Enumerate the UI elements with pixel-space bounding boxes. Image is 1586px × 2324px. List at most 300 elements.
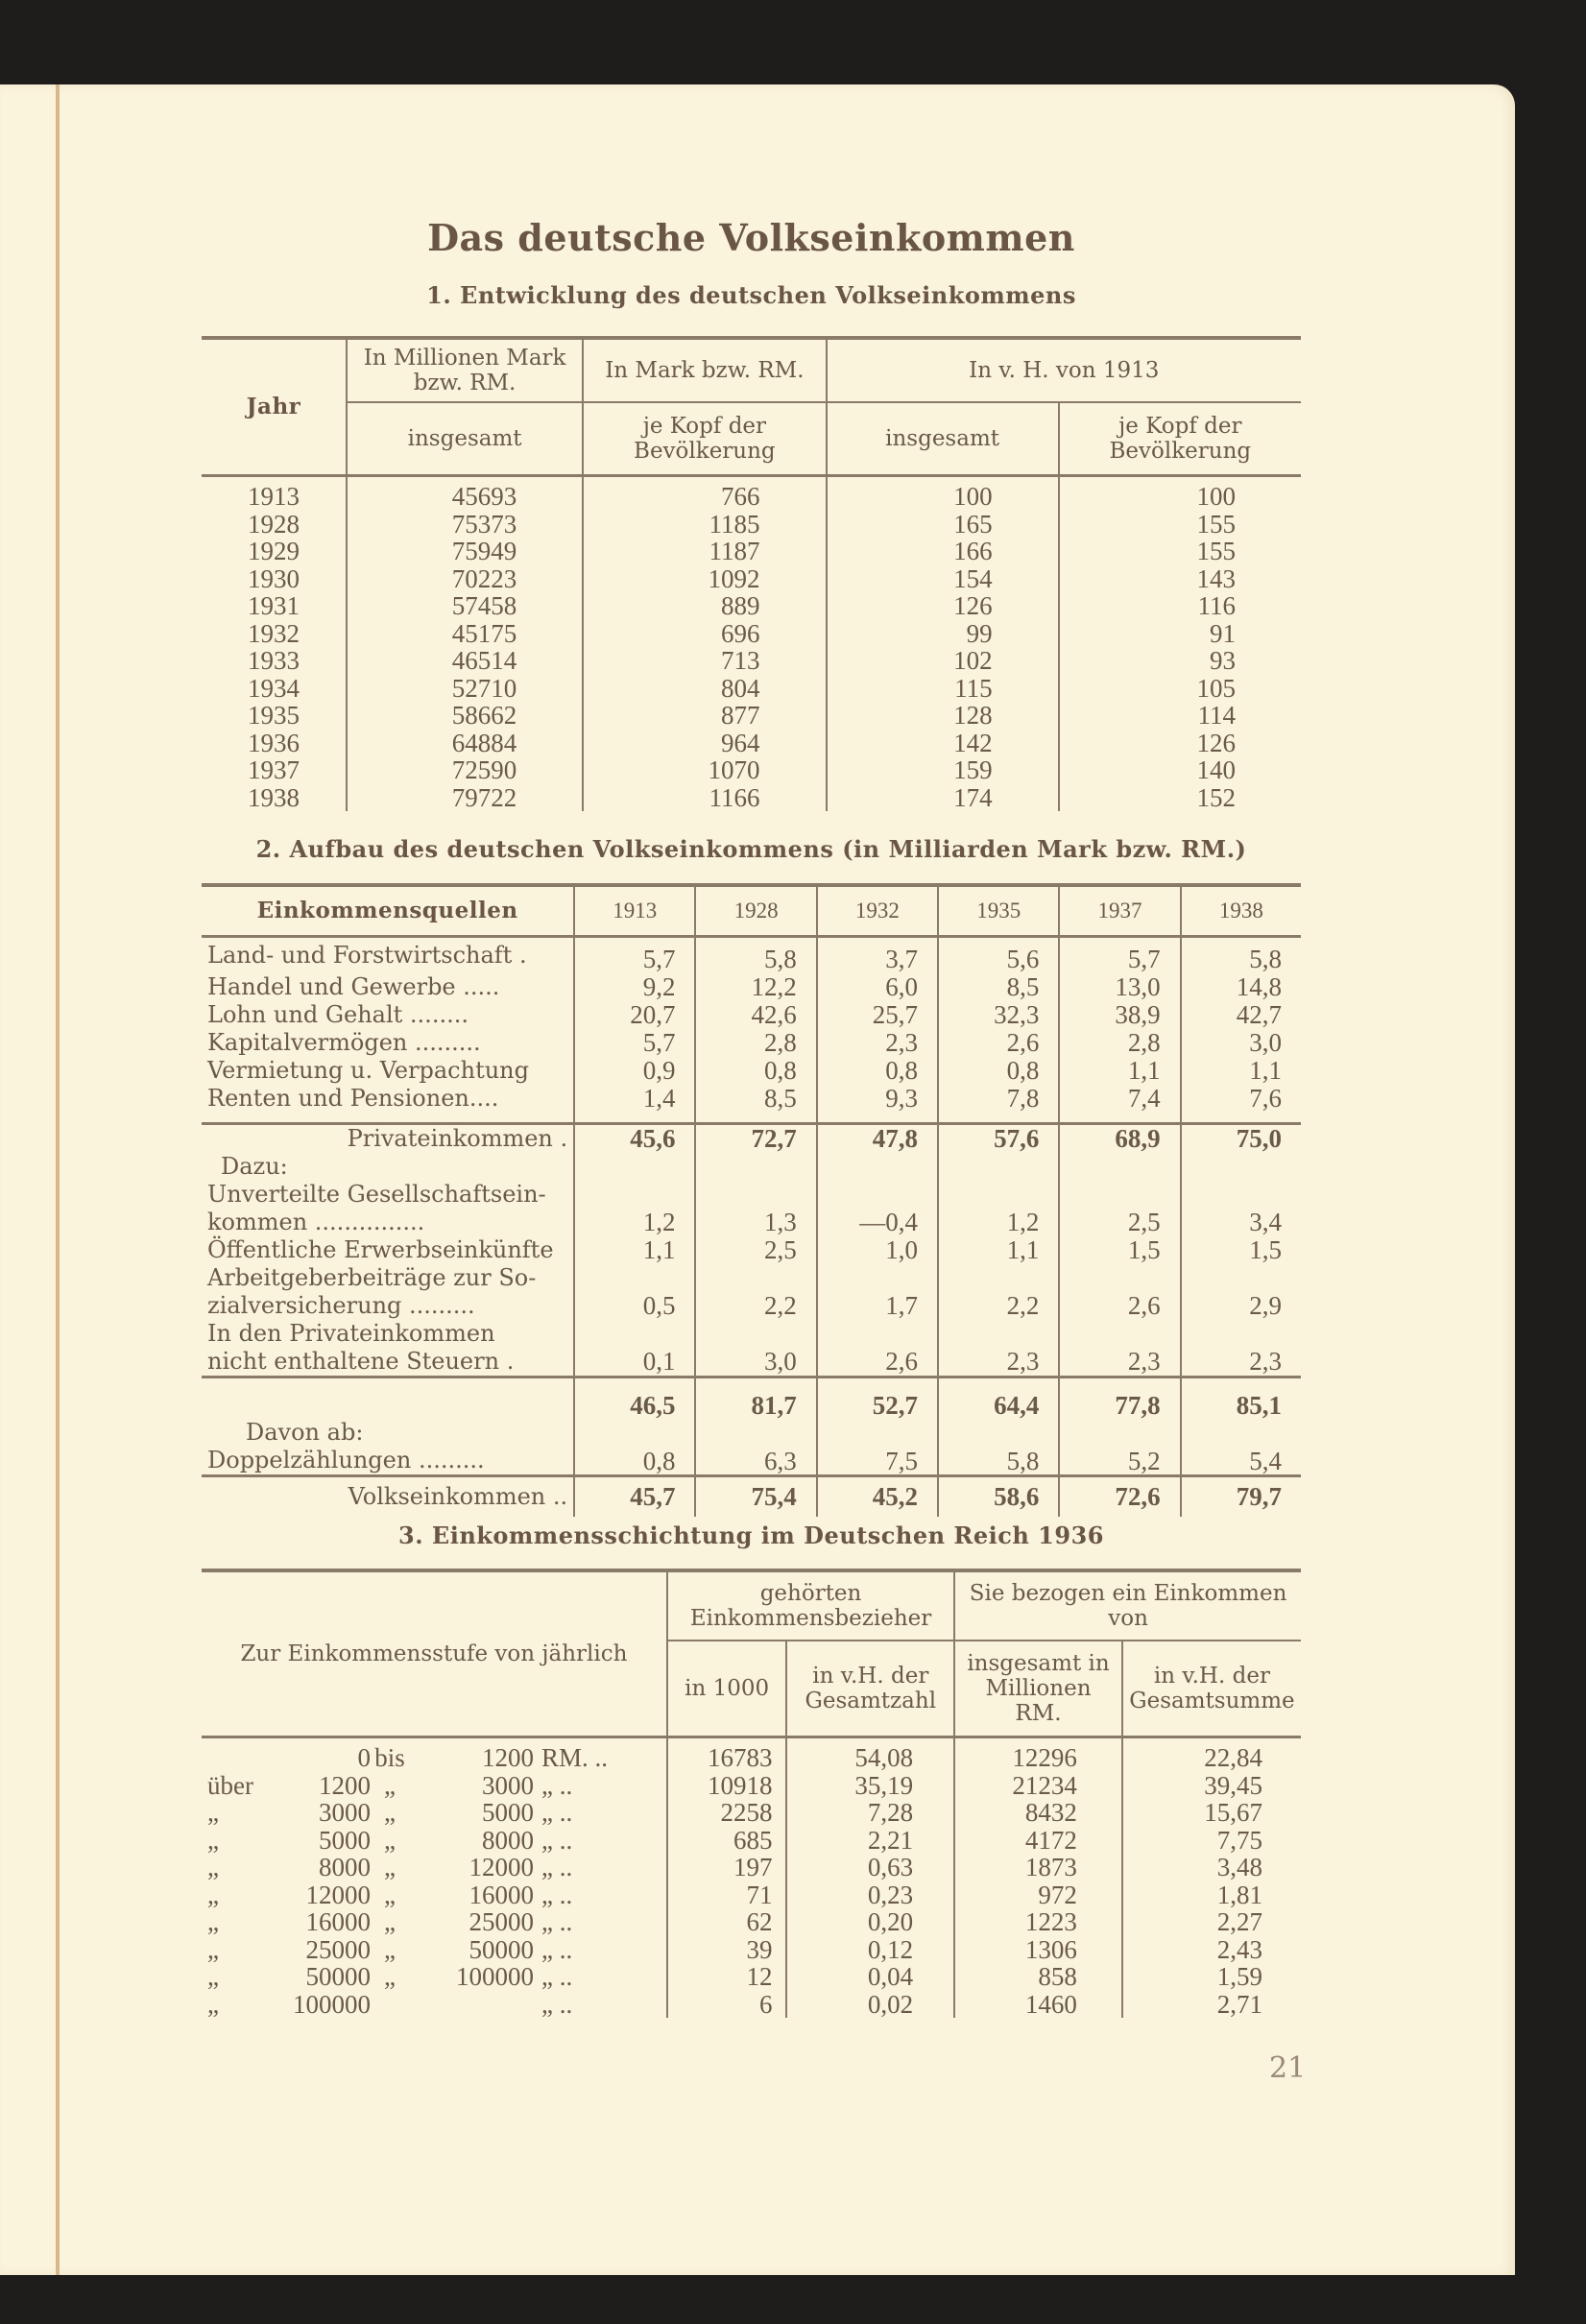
value-cell: 52,7 [817, 1377, 938, 1419]
bracket-sep: „ [384, 1798, 396, 1827]
row-label-line: Arbeitgeberbeiträge zur So- [207, 1263, 537, 1291]
value-cell: 0,9 [574, 1057, 695, 1085]
pct-count-cell: 2,21 [786, 1827, 954, 1855]
year-cell: 1929 [247, 537, 300, 565]
per-capita-cell: 696 [583, 620, 826, 648]
total-cell: 75373 [347, 511, 583, 539]
value-cell: 42,7 [1181, 1001, 1301, 1029]
bracket-to: 8000 [482, 1825, 534, 1855]
pct-per-capita-cell: 114 [1059, 702, 1301, 730]
value-cell [817, 1153, 938, 1181]
col-group-percent: In v. H. von 1913 [827, 338, 1301, 402]
bracket-from: 100000 [293, 1989, 371, 2019]
total-cell: 45693 [347, 476, 583, 511]
table-row [202, 1908, 1301, 1936]
table-row [202, 784, 1301, 812]
value-cell: 13,0 [1059, 973, 1180, 1001]
value-cell: 2,6 [817, 1320, 938, 1378]
col-header-year: 1938 [1181, 885, 1301, 937]
bracket-cell [202, 1737, 667, 1772]
value-cell: 2,5 [1059, 1181, 1180, 1236]
per-capita-cell: 766 [583, 476, 826, 511]
pct-total-cell: 126 [827, 592, 1059, 620]
addition-row [202, 1236, 1301, 1264]
bracket-sep: „ [384, 1934, 396, 1964]
table-row [202, 1963, 1301, 1991]
earners-cell: 12 [667, 1963, 787, 1991]
value-cell: 1,1 [1181, 1057, 1301, 1085]
value-cell [574, 1153, 695, 1181]
pct-total-cell: 142 [827, 730, 1059, 757]
pct-per-capita-cell: 143 [1059, 565, 1301, 593]
value-cell: 14,8 [1181, 973, 1301, 1001]
value-cell [938, 1113, 1059, 1124]
row-label-line: In den Privateinkommen [207, 1319, 495, 1347]
year-cell: 1937 [247, 755, 300, 784]
bracket-prefix: „ [207, 1825, 219, 1855]
col-header-source: Einkommensquellen [256, 898, 518, 923]
per-capita-cell: 1166 [583, 784, 826, 812]
value-cell: 1,1 [574, 1236, 695, 1264]
pct-total-cell: 100 [827, 476, 1059, 511]
income-cell: 8432 [954, 1799, 1122, 1827]
bracket-to: 1200 [482, 1743, 534, 1772]
bracket-to [409, 1991, 534, 2019]
col-group-millions: In Millionen Mark bzw. RM. [347, 338, 583, 402]
pct-per-capita-cell: 93 [1059, 647, 1301, 675]
pct-count-cell: 0,23 [786, 1881, 954, 1909]
value-cell: —0,4 [817, 1181, 938, 1236]
pct-count-cell: 0,04 [786, 1963, 954, 1991]
private-income-row [202, 1123, 1301, 1153]
value-cell: 1,0 [817, 1236, 938, 1264]
bracket-cell [202, 1827, 667, 1855]
national-income-row [202, 1476, 1301, 1517]
source-row [202, 1001, 1301, 1029]
value-cell: 81,7 [695, 1377, 816, 1419]
total-cell: 72590 [347, 756, 583, 784]
pct-total-cell: 165 [827, 511, 1059, 539]
value-cell: 2,3 [1181, 1320, 1301, 1378]
table-row [202, 1936, 1301, 1964]
total-cell: 52710 [347, 675, 583, 703]
row-label: Vermietung u. Verpachtung [207, 1056, 530, 1084]
value-cell: 68,9 [1059, 1123, 1180, 1153]
pct-per-capita-cell: 116 [1059, 592, 1301, 620]
value-cell: 42,6 [695, 1001, 816, 1029]
value-cell: 32,3 [938, 1001, 1059, 1029]
table-row [202, 647, 1301, 675]
earners-cell: 685 [667, 1827, 787, 1855]
source-row [202, 1029, 1301, 1057]
value-cell: 5,7 [574, 937, 695, 973]
bracket-prefix: „ [207, 1962, 219, 1991]
value-cell: 0,8 [817, 1057, 938, 1085]
value-cell: 5,7 [1059, 937, 1180, 973]
col-header-total-mio: insgesamt in Millionen RM. [954, 1641, 1122, 1737]
earners-cell: 197 [667, 1854, 787, 1881]
col-header-per-capita: je Kopf der Bevölkerung [583, 402, 826, 476]
bracket-from: 5000 [319, 1825, 371, 1855]
pct-per-capita-cell: 155 [1059, 511, 1301, 539]
bracket-unit: „ .. [541, 1825, 573, 1855]
bracket-prefix: „ [207, 1798, 219, 1827]
col-header-in-1000: in 1000 [667, 1641, 787, 1737]
pct-sum-cell: 1,81 [1122, 1881, 1301, 1909]
row-label-line: kommen ............... [207, 1208, 425, 1235]
bracket-to: 16000 [469, 1880, 534, 1909]
pct-count-cell: 0,20 [786, 1908, 954, 1936]
page-number: 21 [1269, 2051, 1307, 2085]
value-cell: 3,7 [817, 937, 938, 973]
bracket-from: 25000 [305, 1934, 371, 1964]
col-header-year: 1935 [938, 885, 1059, 937]
pct-total-cell: 102 [827, 647, 1059, 675]
value-cell: 2,6 [1059, 1264, 1180, 1320]
value-cell: 9,2 [574, 973, 695, 1001]
total-cell: 64884 [347, 730, 583, 757]
income-structure-table [202, 883, 1301, 1517]
bracket-from: 1200 [319, 1770, 371, 1800]
pct-count-cell: 7,28 [786, 1799, 954, 1827]
table-row [202, 1881, 1301, 1909]
value-cell: 2,3 [1059, 1320, 1180, 1378]
pct-sum-cell: 2,43 [1122, 1936, 1301, 1964]
per-capita-cell: 713 [583, 647, 826, 675]
pct-count-cell: 54,08 [786, 1737, 954, 1772]
value-cell: 20,7 [574, 1001, 695, 1029]
value-cell: 85,1 [1181, 1377, 1301, 1419]
row-label [202, 1181, 574, 1236]
value-cell: 2,3 [817, 1029, 938, 1057]
additions-label-row [202, 1153, 1301, 1181]
table-row [202, 1737, 1301, 1772]
pct-per-capita-cell: 105 [1059, 675, 1301, 703]
addition-row [202, 1320, 1301, 1378]
per-capita-cell: 1187 [583, 538, 826, 565]
col-header-total: insgesamt [347, 402, 583, 476]
table-row [202, 476, 1301, 511]
value-cell: 7,8 [938, 1085, 1059, 1113]
income-cell: 858 [954, 1963, 1122, 1991]
pct-per-capita-cell: 91 [1059, 620, 1301, 648]
total-cell: 57458 [347, 592, 583, 620]
value-cell: 7,6 [1181, 1085, 1301, 1113]
pct-sum-cell: 22,84 [1122, 1737, 1301, 1772]
pct-sum-cell: 2,27 [1122, 1908, 1301, 1936]
bracket-prefix: über [207, 1770, 253, 1800]
table-row [202, 511, 1301, 539]
value-cell: 0,8 [695, 1057, 816, 1085]
value-cell: 1,4 [574, 1085, 695, 1113]
bracket-cell [202, 1908, 667, 1936]
value-cell: 72,6 [1059, 1476, 1180, 1517]
table-row [202, 565, 1301, 593]
value-cell: 3,0 [1181, 1029, 1301, 1057]
row-label-line: Öffentliche Erwerbseinkünfte [207, 1235, 554, 1263]
table1-title: 1. Entwicklung des deutschen Volkseinkommens [426, 281, 1076, 309]
value-cell: 0,8 [574, 1419, 695, 1476]
value-cell: 47,8 [817, 1123, 938, 1153]
table-row [202, 756, 1301, 784]
pct-per-capita-cell: 155 [1059, 538, 1301, 565]
table-row [202, 1854, 1301, 1881]
value-cell: 5,7 [574, 1029, 695, 1057]
pct-total-cell: 115 [827, 675, 1059, 703]
bracket-from: 50000 [305, 1962, 371, 1991]
income-cell: 21234 [954, 1772, 1122, 1800]
bracket-to: 12000 [469, 1853, 534, 1881]
value-cell [1059, 1153, 1180, 1181]
value-cell: 5,8 [695, 937, 816, 973]
col-group-earners: gehörten Einkommensbezieher [667, 1570, 954, 1641]
page-title: Das deutsche Volkseinkommen [427, 216, 1075, 259]
row-label [202, 1320, 574, 1378]
bracket-prefix: „ [207, 1880, 219, 1909]
pct-sum-cell: 7,75 [1122, 1827, 1301, 1855]
source-row [202, 1085, 1301, 1113]
value-cell [817, 1113, 938, 1124]
col-group-mark: In Mark bzw. RM. [583, 338, 826, 402]
table-row [202, 592, 1301, 620]
pct-sum-cell: 1,59 [1122, 1963, 1301, 1991]
pct-count-cell: 0,63 [786, 1854, 954, 1881]
value-cell: 1,2 [938, 1181, 1059, 1236]
bracket-sep [371, 1991, 409, 2019]
table3-title: 3. Einkommensschichtung im Deutschen Reich 1936 [398, 1521, 1104, 1549]
income-cell: 972 [954, 1881, 1122, 1909]
total-cell: 79722 [347, 784, 583, 812]
total-cell: 45175 [347, 620, 583, 648]
value-cell: 45,2 [817, 1476, 938, 1517]
value-cell: 5,6 [938, 937, 1059, 973]
value-cell: 2,5 [695, 1236, 816, 1264]
table-row [202, 1772, 1301, 1800]
pct-count-cell: 0,12 [786, 1936, 954, 1964]
row-label: Dazu: [221, 1152, 288, 1180]
pct-per-capita-cell: 126 [1059, 730, 1301, 757]
bracket-cell [202, 1963, 667, 1991]
row-label: Volkseinkommen .. [348, 1482, 568, 1510]
value-cell: 5,8 [938, 1419, 1059, 1476]
pct-count-cell: 35,19 [786, 1772, 954, 1800]
addition-row [202, 1181, 1301, 1236]
row-label [202, 1113, 574, 1124]
addition-row [202, 1264, 1301, 1320]
bracket-sep: „ [384, 1853, 396, 1881]
year-cell: 1934 [247, 673, 300, 703]
value-cell: 1,5 [1181, 1236, 1301, 1264]
bracket-from: 8000 [319, 1853, 371, 1881]
table-row [202, 730, 1301, 757]
bracket-sep: „ [384, 1907, 396, 1936]
value-cell: 2,2 [938, 1264, 1059, 1320]
bracket-cell [202, 1799, 667, 1827]
double-counting-row [202, 1419, 1301, 1476]
income-cell: 1873 [954, 1854, 1122, 1881]
bracket-to: 5000 [482, 1798, 534, 1827]
pct-sum-cell: 2,71 [1122, 1991, 1301, 2019]
bracket-from: 3000 [319, 1798, 371, 1827]
bracket-to: 25000 [469, 1907, 534, 1936]
pct-total-cell: 166 [827, 538, 1059, 565]
source-row [202, 937, 1301, 973]
pct-per-capita-cell: 100 [1059, 476, 1301, 511]
table-row [202, 538, 1301, 565]
pct-per-capita-cell: 152 [1059, 784, 1301, 812]
value-cell: 0,1 [574, 1320, 695, 1378]
value-cell: 12,2 [695, 973, 816, 1001]
value-cell: 7,5 [817, 1419, 938, 1476]
year-cell: 1938 [247, 782, 300, 812]
value-cell: 8,5 [695, 1085, 816, 1113]
value-cell: 58,6 [938, 1476, 1059, 1517]
year-cell: 1936 [247, 728, 300, 757]
bracket-prefix: „ [207, 1989, 219, 2019]
pct-total-cell: 154 [827, 565, 1059, 593]
bracket-prefix: „ [207, 1853, 219, 1881]
value-cell [1181, 1113, 1301, 1124]
bracket-prefix: „ [207, 1907, 219, 1936]
bracket-from: 16000 [305, 1907, 371, 1936]
year-cell: 1930 [247, 563, 300, 593]
income-cell: 1460 [954, 1991, 1122, 2019]
row-label [202, 1236, 574, 1264]
value-cell: 6,0 [817, 973, 938, 1001]
col-group-income: Sie bezogen ein Einkommen von [954, 1570, 1301, 1641]
row-label-line: Unverteilte Gesellschaftsein- [207, 1180, 546, 1208]
pct-total-cell: 174 [827, 784, 1059, 812]
bracket-unit: „ .. [541, 1798, 573, 1827]
value-cell: 1,1 [938, 1236, 1059, 1264]
pct-sum-cell: 3,48 [1122, 1854, 1301, 1881]
col-header-year: 1913 [574, 885, 695, 937]
bracket-unit: RM. .. [541, 1743, 609, 1772]
earners-cell: 39 [667, 1936, 787, 1964]
earners-cell: 6 [667, 1991, 787, 2019]
value-cell: 2,3 [938, 1320, 1059, 1378]
table-row [202, 675, 1301, 703]
row-label: Handel und Gewerbe ..... [207, 972, 500, 1000]
pct-count-cell: 0,02 [786, 1991, 954, 2019]
value-cell: 5,8 [1181, 937, 1301, 973]
bracket-unit: „ .. [541, 1962, 573, 1991]
value-cell: 0,5 [574, 1264, 695, 1320]
year-cell: 1933 [247, 646, 300, 675]
value-cell: 57,6 [938, 1123, 1059, 1153]
earners-cell: 71 [667, 1881, 787, 1909]
pct-total-cell: 159 [827, 756, 1059, 784]
per-capita-cell: 804 [583, 675, 826, 703]
bracket-unit: „ .. [541, 1989, 573, 2019]
year-cell: 1913 [247, 482, 300, 511]
bracket-from: 0 [357, 1743, 371, 1772]
income-distribution-table [202, 1569, 1301, 2018]
bracket-unit: „ .. [541, 1934, 573, 1964]
col-header-pct-total: insgesamt [827, 402, 1059, 476]
row-label: Privateinkommen . [347, 1124, 568, 1152]
income-cell: 1223 [954, 1908, 1122, 1936]
year-cell: 1928 [247, 509, 300, 539]
bracket-unit: „ .. [541, 1853, 573, 1881]
row-label [202, 1264, 574, 1320]
col-header-year: 1928 [695, 885, 816, 937]
value-cell: 6,3 [695, 1419, 816, 1476]
bracket-from: 12000 [305, 1880, 371, 1909]
value-cell: 75,4 [695, 1476, 816, 1517]
table-row [202, 620, 1301, 648]
bracket-sep: „ [384, 1770, 396, 1800]
value-cell: 1,3 [695, 1181, 816, 1236]
value-cell [695, 1113, 816, 1124]
value-cell: 2,8 [695, 1029, 816, 1057]
table2-title: 2. Aufbau des deutschen Volkseinkommens (in Milliarden Mark bzw. RM.) [255, 835, 1247, 863]
total-cell: 58662 [347, 702, 583, 730]
value-cell: 2,6 [938, 1029, 1059, 1057]
value-cell [574, 1113, 695, 1124]
row-label-line: Davon ab: [246, 1419, 364, 1446]
table-row [202, 1991, 1301, 2019]
total-cell: 75949 [347, 538, 583, 565]
value-cell: 77,8 [1059, 1377, 1180, 1419]
value-cell: 3,0 [695, 1320, 816, 1378]
per-capita-cell: 1070 [583, 756, 826, 784]
bracket-unit: „ .. [541, 1907, 573, 1936]
value-cell: 1,2 [574, 1181, 695, 1236]
total-cell: 46514 [347, 647, 583, 675]
year-cell: 1932 [247, 618, 300, 648]
value-cell: 2,2 [695, 1264, 816, 1320]
value-cell: 64,4 [938, 1377, 1059, 1419]
value-cell [695, 1153, 816, 1181]
value-cell: 72,7 [695, 1123, 816, 1153]
table-row [202, 1827, 1301, 1855]
value-cell: 5,4 [1181, 1419, 1301, 1476]
value-cell: 25,7 [817, 1001, 938, 1029]
value-cell: 79,7 [1181, 1476, 1301, 1517]
row-label-line: zialversicherung ......... [207, 1291, 475, 1319]
book-gutter [56, 84, 60, 2275]
income-development-table [202, 336, 1301, 811]
per-capita-cell: 964 [583, 730, 826, 757]
per-capita-cell: 1092 [583, 565, 826, 593]
value-cell: 2,9 [1181, 1264, 1301, 1320]
value-cell: 38,9 [1059, 1001, 1180, 1029]
value-cell: 5,2 [1059, 1419, 1180, 1476]
value-cell: 1,7 [817, 1264, 938, 1320]
bracket-sep: „ [384, 1825, 396, 1855]
row-label: Kapitalvermögen ......... [207, 1028, 481, 1056]
earners-cell: 10918 [667, 1772, 787, 1800]
income-cell: 4172 [954, 1827, 1122, 1855]
bracket-cell [202, 1936, 667, 1964]
col-header-pct-per-capita: je Kopf der Bevölkerung [1059, 402, 1301, 476]
bracket-to: 50000 [469, 1934, 534, 1964]
pct-total-cell: 128 [827, 702, 1059, 730]
bracket-prefix: „ [207, 1934, 219, 1964]
earners-cell: 16783 [667, 1737, 787, 1772]
row-label [202, 1377, 574, 1419]
col-header-year: 1932 [817, 885, 938, 937]
value-cell: 0,8 [938, 1057, 1059, 1085]
value-cell: 1,1 [1059, 1057, 1180, 1085]
pct-sum-cell: 39,45 [1122, 1772, 1301, 1800]
pct-per-capita-cell: 140 [1059, 756, 1301, 784]
table-row [202, 1799, 1301, 1827]
value-cell: 7,4 [1059, 1085, 1180, 1113]
bracket-cell [202, 1881, 667, 1909]
row-label: Land- und Forstwirtschaft . [207, 941, 527, 969]
